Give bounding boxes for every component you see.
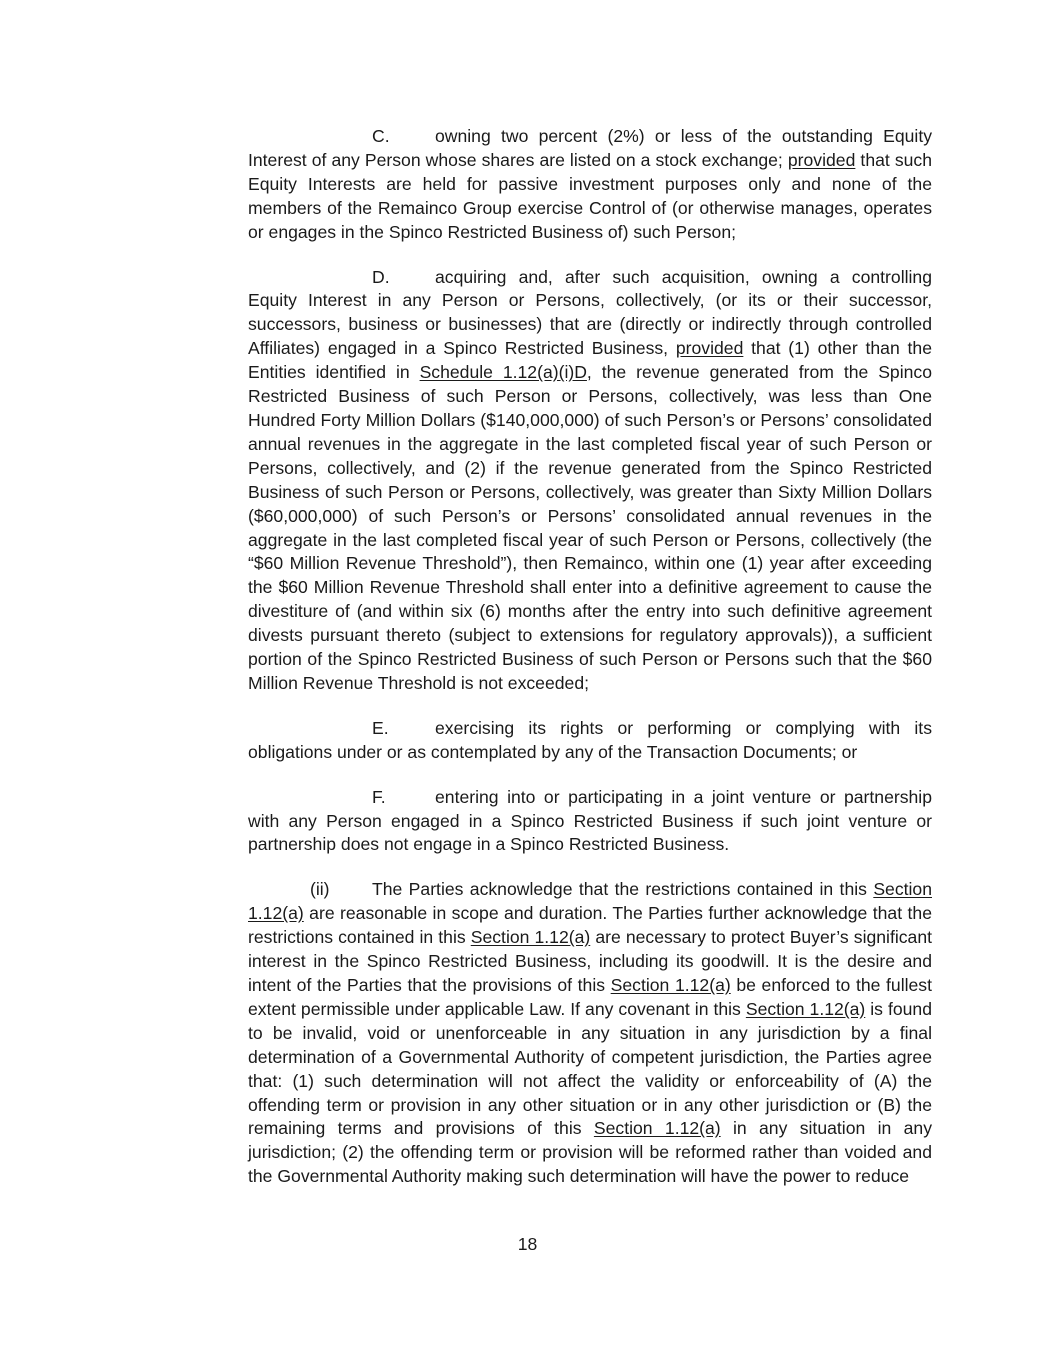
clause-label: D. xyxy=(372,266,390,287)
section-reference: Section 1.12(a) xyxy=(470,927,591,948)
clause-text-mid: that (1) other than the Entities identified in xyxy=(248,338,932,383)
clause-f xyxy=(248,786,932,858)
clause-label: E. xyxy=(372,717,389,738)
clause-text: owning two percent (2%) or less of the outstanding Equity Interest of any Person whose shares are listed on a stock exchange; xyxy=(248,126,932,170)
clause-text-tail: that such Equity Interests are held for passive investment purposes only and none of the members of the Remainco Group exercise Control of (or otherwise manages, operates or engages in the Spinco Restricted Business of) such Person; xyxy=(248,149,932,242)
subsection-text: are necessary to protect Buyer’s significant interest in the Spinco Restricted Business, including its goodwill. It is the desire and intent of the Parties that the provisions of this xyxy=(248,927,933,995)
subsection-text: The Parties acknowledge that the restrictions contained in this xyxy=(372,879,874,900)
defined-term-provided: provided xyxy=(787,149,856,170)
subsection-label: (ii) xyxy=(310,879,330,900)
page-number: 18 xyxy=(517,1234,538,1254)
clause-e xyxy=(248,717,932,765)
subsection-text: be enforced to the fullest extent permissible under applicable Law. If any covenant in this xyxy=(248,975,932,1019)
subsection-text: are reasonable in scope and duration. The Parties further acknowledge that the restrictions contained in this xyxy=(248,903,932,948)
section-reference: Section 1.12(a) xyxy=(745,998,866,1019)
section-reference: Section 1.12(a) xyxy=(248,879,932,924)
clause-list xyxy=(248,125,932,1189)
clause-text: acquiring and, after such acquisition, owning a controlling Equity Interest in any Person or Persons, collectively, (or its or their successor, successors, business or businesses) that are (directly or indirectly through controlled Affiliates) engaged in a Spinco Restricted Business, xyxy=(248,266,932,359)
defined-term-provided: provided xyxy=(675,338,744,359)
schedule-reference: Schedule 1.12(a)(i)D xyxy=(419,362,587,383)
clause-c xyxy=(248,125,932,245)
clause-text: exercising its rights or performing or complying with its obligations under or as contemplated by any of the Transaction Documents; or xyxy=(248,717,932,762)
subsection-ii xyxy=(248,878,932,1189)
clause-label: C. xyxy=(372,126,390,146)
clause-d xyxy=(248,266,932,696)
clause-text: entering into or participating in a joint venture or partnership with any Person engaged in a Spinco Restricted Business if such joint venture or partnership does not engage in a Spinco Restricted Business. xyxy=(248,786,932,855)
section-reference: Section 1.12(a) xyxy=(593,1118,721,1139)
subsection-text: is found to be invalid, void or unenforceable in any situation in any jurisdiction by a final determination of a Governmental Authority of competent jurisdiction, the Parties agree that: (1) such determination will not affect the validity or enforceability of (A) the offending term or provision in any other situation or in any other jurisdiction or (B) the remaining terms and provisions of this xyxy=(248,998,932,1139)
clause-text-tail: , the revenue generated from the Spinco Restricted Business of such Person or Persons, collectively, was less than One Hundred Forty Million Dollars ($140,000,000) of such Person’s or Persons’ consolidated annual revenues in the aggregate in the last completed fiscal year of such Person or Persons, collectively, and (2) if the revenue generated from the Spinco Restricted Business of such Person or Persons, collectively, was greater than Sixty Million Dollars ($60,000,000) of such Person’s or Persons’ consolidated annual revenues in the aggregate in the last completed fiscal year of such Person or Persons, collectively (the “$60 Million Revenue Threshold”), then Remainco, within one (1) year after exceeding the $60 Million Revenue Threshold shall enter into a definitive agreement to cause the divestiture of (and within six (6) months after the entry into such definitive agreement divests pursuant thereto (subject to extensions for regulatory approvals)), a sufficient portion of the Spinco Restricted Business of such Person or Persons such that the $60 Million Revenue Threshold is not exceeded; xyxy=(248,362,932,693)
section-reference: Section 1.12(a) xyxy=(610,975,731,995)
subsection-text: in any situation in any jurisdiction; (2) the offending term or provision will be reformed rather than voided and the Governmental Authority making such determination will have the power to reduce xyxy=(248,1118,932,1187)
clause-label: F. xyxy=(372,786,386,807)
